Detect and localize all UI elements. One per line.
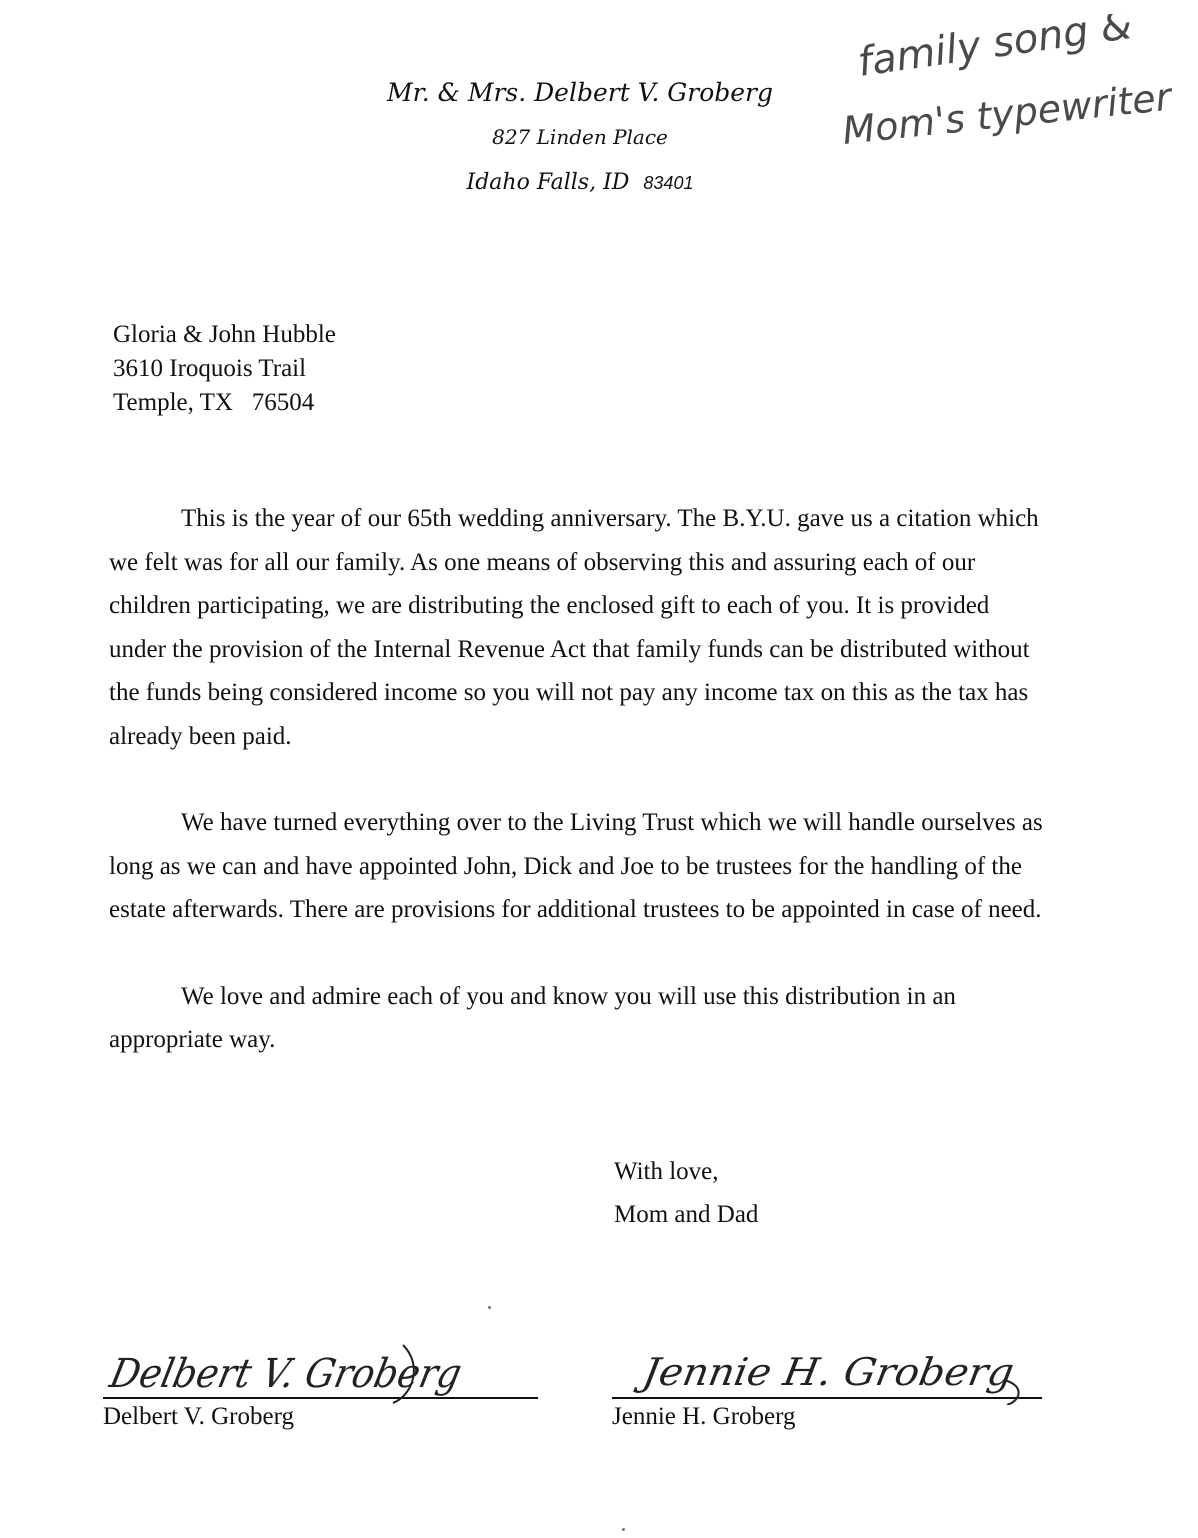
letterhead-zip: 83401 [643,173,694,193]
recipient-address [113,318,336,420]
handwritten-note-line1: family song & [854,14,1135,86]
recipient-street: 3610 Iroquois Trail [113,355,307,382]
letterhead [380,70,780,206]
closing [614,1150,758,1236]
body-paragraph: We have turned everything over to the Living Trust which we will handle ourselves as long as we can and have appointed John, Dick and Joe to be trustees for the handling of the estate afterwards. There are provisions for additional trustees to be appointed in case of need. [109,809,1043,923]
letterhead-street: 827 Linden Place [492,125,668,149]
signature-delbert-text: Delbert V. Groberg [105,1349,499,1397]
closing-salutation: With love, [614,1158,719,1185]
signature-block-jennie [612,1335,1042,1431]
recipient-name: Gloria & John Hubble [113,321,336,348]
closing-signoff: Mom and Dad [614,1201,759,1228]
letterhead-name: Mr. & Mrs. Delbert V. Groberg [386,78,774,107]
recipient-city: Temple, TX 76504 [113,389,315,416]
signer-name-delbert: Delbert V. Groberg [103,1403,294,1430]
body-paragraph: We love and admire each of you and know you will use this distribution in an appropriate way. [109,982,956,1053]
signature-line [612,1397,1042,1399]
signature-jennie [612,1335,1042,1405]
letterhead-city: Idaho Falls, ID [466,170,630,195]
signer-name-jennie: Jennie H. Groberg [612,1403,796,1430]
signature-delbert [103,1335,538,1405]
signature-block-delbert [103,1335,538,1431]
handwritten-note-line2: Mom's typewriter [840,74,1175,153]
signature-line [103,1397,538,1399]
scan-speck [488,1306,491,1309]
letterhead-city-line [380,160,780,206]
handwritten-note [838,14,1188,184]
handwritten-note-image [838,14,1188,184]
letter-body [109,497,1049,1062]
scan-speck [622,1528,625,1531]
signature-jennie-text: Jennie H. Groberg [639,1350,999,1395]
body-paragraph: This is the year of our 65th wedding anniversary. The B.Y.U. gave us a citation which we felt was for all our family. As one means of observing this and assuring each of our children participating, we are distributing the enclosed gift to each of you. It is provided under the provision of the Internal Revenue Act that family funds can be distributed without the funds being considered income so you will not pay any income tax on this as the tax has already been paid. [109,505,1039,750]
